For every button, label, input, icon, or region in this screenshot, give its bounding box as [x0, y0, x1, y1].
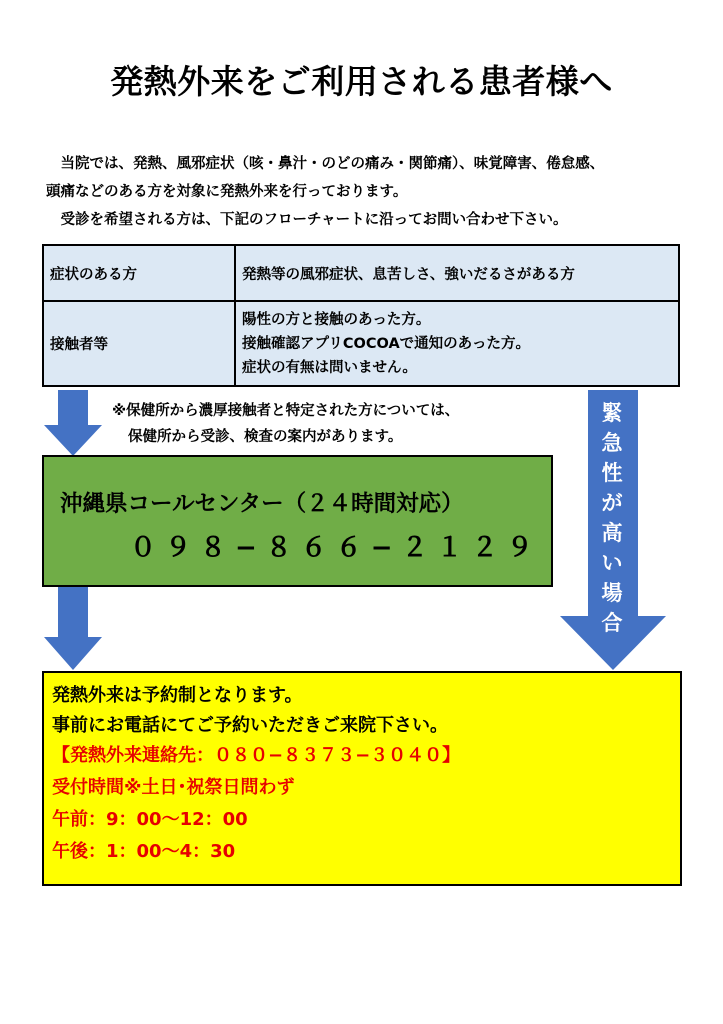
down-arrow-icon [44, 390, 102, 456]
row-label-symptomatic: 症状のある方 [43, 245, 235, 301]
contact-detail-line: 症状の有無は問いません。 [242, 359, 417, 376]
note-line-2: 保健所から受診、検査の案内があります。 [128, 429, 403, 445]
call-ahead-notice: 事前にお電話にてご予約いただきご来院下さい。 [52, 715, 448, 736]
afternoon-hours: 午後：1：00〜4：30 [52, 841, 236, 862]
note-line-1: ※保健所から濃厚接触者と特定された方については、 [112, 403, 460, 419]
urgent-label-char: 急 [601, 431, 623, 455]
urgent-label-char: が [601, 491, 623, 515]
page-title: 発熱外来をご利用される患者様へ [110, 62, 613, 101]
urgent-label [590, 398, 634, 638]
row-label-contacts: 接触者等 [43, 301, 235, 386]
call-center-name: 沖縄県コールセンター（２４時間対応） [60, 491, 464, 517]
intro-line-1: 当院では、発熱、風邪症状（咳・鼻汁・のどの痛み・関節痛）、味覚障害、倦怠感、 [60, 156, 605, 172]
reception-hours-title: 受付時間※土日･祝祭日問わず [52, 777, 295, 798]
down-arrow-icon [44, 586, 102, 670]
outpatient-info-box [42, 671, 682, 886]
morning-hours: 午前：9：00〜12：00 [52, 809, 248, 830]
contact-detail-line: 陽性の方と接触のあった方。 [242, 311, 431, 328]
urgent-label-char: 合 [601, 611, 623, 635]
urgent-label-char: 場 [601, 581, 623, 605]
row-detail-symptomatic: 発熱等の風邪症状、息苦しさ、強いだるさがある方 [235, 245, 679, 301]
outpatient-contact: 【発熱外来連絡先：０８０−８３７３−３０４０】 [52, 745, 461, 766]
call-center-box [42, 455, 553, 587]
urgent-label-char: 緊 [601, 401, 623, 425]
intro-line-2: 頭痛などのある方を対象に発熱外来を行っております。 [46, 184, 408, 200]
contact-detail-line: 接触確認アプリCOCOAで通知のあった方。 [242, 335, 531, 352]
urgent-label-char: 高 [601, 521, 623, 545]
call-center-phone: ０９８−８６６−２１２９ [130, 533, 542, 563]
reservation-notice: 発熱外来は予約制となります。 [52, 685, 303, 706]
health-center-note [112, 398, 459, 450]
urgent-label-char: い [601, 551, 623, 575]
urgent-label-char: 性 [601, 461, 623, 485]
intro-line-3: 受診を希望される方は、下記のフローチャートに沿ってお問い合わせ下さい。 [60, 212, 568, 228]
